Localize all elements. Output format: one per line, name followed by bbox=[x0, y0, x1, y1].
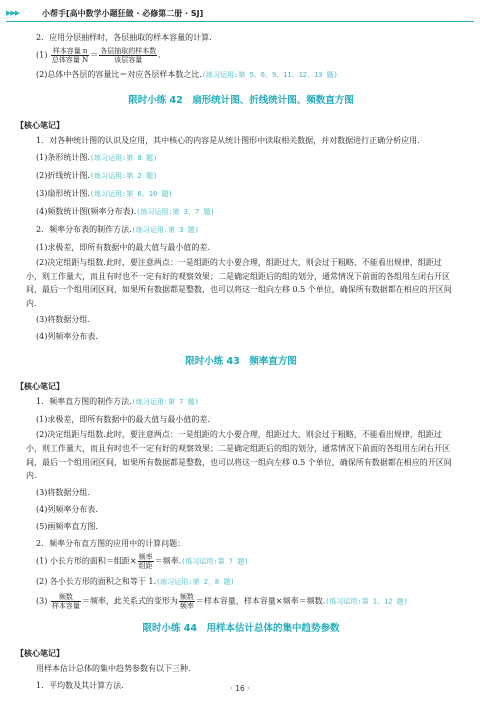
fraction-numerator: 频率 bbox=[138, 552, 153, 561]
fraction-count-over-size bbox=[51, 593, 81, 610]
equals-sign: ＝ bbox=[90, 50, 99, 60]
exercise-ref: (练习运用:第 1、12 题) bbox=[325, 597, 408, 606]
item-text: (4)频数统计图(频率分布表). bbox=[36, 207, 137, 216]
page-header bbox=[0, 6, 480, 22]
item-2: 2．应用分层抽样时，各层抽取的样本容量的计算. bbox=[36, 33, 212, 42]
item-text: ＝样本容量，样本容量×频率＝频数. bbox=[195, 596, 326, 606]
item-text: ＝频率，此关系式的变形为 bbox=[81, 596, 178, 606]
formula-label: (1) bbox=[36, 50, 48, 60]
header-rule bbox=[6, 21, 474, 22]
item-text: 2．频率分布表的制作方法. bbox=[36, 225, 132, 234]
formula-end: . bbox=[158, 50, 161, 60]
fraction-denominator: 频率 bbox=[179, 601, 194, 610]
sec43-point-2: 2．频率分布直方图的应用中的计算问题： bbox=[36, 538, 186, 548]
item-text: (3) bbox=[36, 596, 48, 606]
sec43-step-5: (5)画频率直方图. bbox=[36, 521, 98, 531]
sec42-point-1: 1．对各种统计图的认识及应用，其中核心的内容是从统计图形中读取相关数据，并对数据进行正确分析应用. bbox=[36, 136, 420, 145]
exercise-ref: (练习运用:第 7 题) bbox=[131, 398, 199, 407]
fraction-denominator: 样本容量 bbox=[51, 601, 80, 610]
exercise-ref: (练习运用:第 2、8 题) bbox=[156, 577, 235, 586]
sec43-step-3: (3)将数据分组. bbox=[36, 487, 90, 497]
exercise-ref: (练习运用:第 3、7 题) bbox=[136, 208, 215, 216]
item-text: (2)折线统计图. bbox=[36, 171, 90, 180]
sec43-calc-2 bbox=[26, 576, 456, 588]
sec42-list-1 bbox=[26, 152, 456, 164]
core-notes-heading: 【核心笔记】 bbox=[16, 121, 64, 130]
item-text: (2) 各小长方形的面积之和等于 1. bbox=[36, 576, 157, 586]
section-title-42: 限时小练 42 扇形统计图、折线统计图、频数直方图 bbox=[128, 95, 354, 106]
sec43-calc-1 bbox=[26, 553, 456, 570]
fraction-denominator: 总体容量 N bbox=[51, 56, 89, 64]
exercise-ref: (练习运用:第 2 题) bbox=[89, 172, 158, 180]
item-text: (1) 小长方形的面积＝组距× bbox=[36, 556, 137, 566]
item-text: (3)扇形统计图. bbox=[36, 189, 90, 198]
sec42-list-2 bbox=[26, 170, 456, 182]
sec44-intro: 用样本估计总体的集中趋势参数有以下三种. bbox=[36, 663, 191, 673]
fraction-numerator: 样本容量 n bbox=[52, 47, 88, 55]
fraction-numerator: 频数 bbox=[179, 592, 194, 601]
section-title-44: 限时小练 44 用样本估计总体的集中趋势参数 bbox=[142, 622, 340, 634]
sec43-step-4: (4)列频率分布表. bbox=[36, 504, 98, 514]
fraction-sample-ratio bbox=[51, 47, 89, 64]
fraction-denominator: 该层容量 bbox=[114, 56, 143, 64]
sec43-calc-3 bbox=[26, 593, 456, 610]
sec42-step-1: (1)求极差，即所有数据中的最大值与最小值的差. bbox=[36, 243, 210, 252]
sec42-list-4 bbox=[26, 206, 456, 218]
exercise-ref: (练习运用:第 7 题) bbox=[181, 557, 249, 566]
fraction-count-over-freq bbox=[179, 593, 195, 610]
item-text: 1．频率直方图的制作方法. bbox=[36, 397, 132, 407]
sec44-point-1: 1．平均数及其计算方法. bbox=[36, 680, 124, 690]
header-arrows-icon: ▶▶▶ bbox=[6, 9, 20, 17]
sec43-step-1: (1)求极差，即所有数据中的最大值与最小值的差. bbox=[36, 415, 210, 425]
fraction-denominator: 组距 bbox=[138, 561, 153, 570]
header-title: 小帮手[高中数学小题狂做 · 必修第二册 · SJ] bbox=[42, 9, 204, 18]
sec42-step-2: (2)决定组距与组数.此时，要注意两点：一是组距的大小要合理，组距过大，则会过于粗略，不能看出规律，组距过小，则工作量大，而且有时也不一定有好的观察效果；二是确定组距后的组的划分，通常情况下前面的各组用左闭右开区间，最后一个组用闭区间，如果所有数据都是整数，也可以将这一组向左移 0.5 个单位，确保所有数据都在相应的开区间内. bbox=[26, 258, 452, 308]
page-number: · 16 · bbox=[230, 684, 250, 693]
item-text: (2)总体中各层的容量比＝对应各层样本数之比. bbox=[36, 70, 202, 79]
exercise-ref: (练习运用:第 5、6、9、11、12、13 题) bbox=[201, 71, 338, 79]
fraction-numerator: 频数 bbox=[51, 593, 81, 602]
formula-stratified bbox=[26, 47, 456, 64]
item-text: ＝频率. bbox=[154, 556, 182, 566]
exercise-ref: (练习运用:第 8 题) bbox=[89, 154, 158, 162]
content bbox=[16, 26, 456, 691]
item-text: (1)条形统计图. bbox=[36, 153, 90, 162]
fraction-layer-ratio bbox=[99, 47, 157, 64]
sec42-point-2 bbox=[26, 224, 456, 236]
sec42-step-4: (4)列频率分布表. bbox=[36, 332, 98, 342]
sec42-step-3: (3)将数据分组. bbox=[36, 315, 90, 325]
item-2-2 bbox=[26, 69, 456, 81]
core-notes-heading: 【核心笔记】 bbox=[16, 382, 64, 392]
core-notes-heading: 【核心笔记】 bbox=[16, 648, 64, 658]
exercise-ref: (练习运用:第 6、10 题) bbox=[89, 190, 173, 198]
exercise-ref: (练习运用:第 3 题) bbox=[131, 226, 199, 234]
fraction-numerator: 各层抽取的样本数 bbox=[100, 47, 157, 55]
sec42-list-3 bbox=[26, 188, 456, 200]
section-title-43: 限时小练 43 频率直方图 bbox=[185, 356, 297, 368]
sec43-point-1 bbox=[26, 396, 456, 408]
sec43-step-2: (2)决定组距与组数.此时，要注意两点：一是组距的大小要合理，组距过大，则会过于粗略，不能看出规律，组距过小，则工作量大，而且有时也不一定有好的观察效果；二是确定组距后的组的划分，通常情况下前面的各组用左闭右开区间，最后一个组用闭区间，如果所有数据都是整数，也可以将这一组向左移 0.5 个单位，确保所有数据都在相应的开区间内. bbox=[26, 430, 452, 481]
fraction-freq-over-width bbox=[138, 553, 154, 570]
